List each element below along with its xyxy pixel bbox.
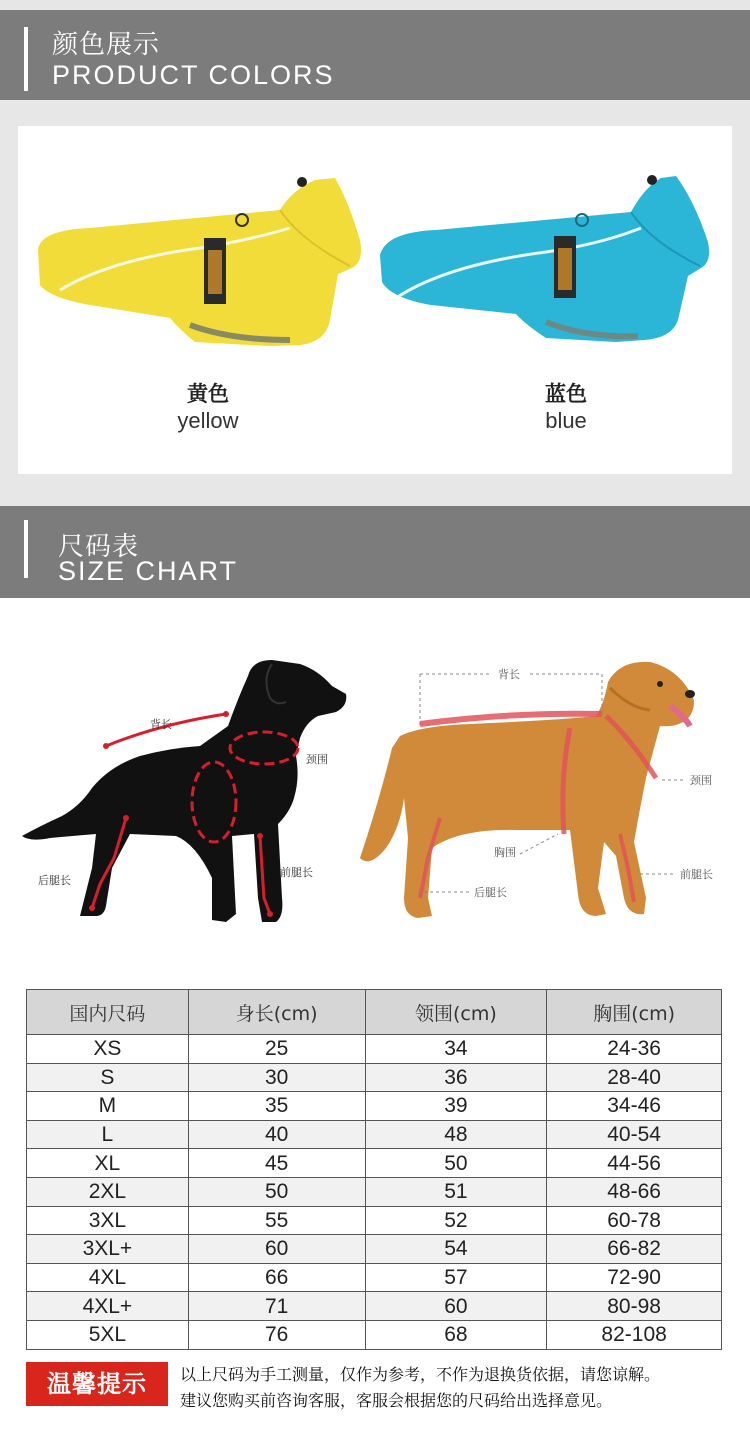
header-accent-bar [24, 520, 28, 578]
cell-body-length: 40 [188, 1120, 365, 1149]
cell-chest: 44-56 [547, 1149, 722, 1178]
yellow-coat-body [38, 178, 361, 346]
header-neck: 领围(cm) [365, 990, 547, 1035]
photo-label-hind-leg: 后腿长 [474, 886, 507, 899]
photo-label-back: 背长 [498, 668, 520, 681]
cell-chest: 80-98 [547, 1292, 722, 1321]
header-accent-bar [24, 27, 28, 91]
blue-label-cn: 蓝色 [545, 382, 587, 406]
header-body-length: 身长(cm) [188, 990, 365, 1035]
table-row [27, 1292, 722, 1321]
cell-chest: 40-54 [547, 1120, 722, 1149]
cell-body-length: 50 [188, 1177, 365, 1206]
notice-line-1: 以上尺码为手工测量，仅作为参考，不作为退换货依据，请您谅解。 [180, 1365, 661, 1384]
cell-body-length: 76 [188, 1320, 365, 1349]
cell-neck: 68 [365, 1320, 547, 1349]
size-table [26, 989, 722, 1350]
blue-coat-body [380, 176, 709, 342]
yellow-label-en: yellow [177, 408, 239, 433]
cell-chest: 66-82 [547, 1235, 722, 1264]
cell-size: 5XL [27, 1320, 189, 1349]
cell-body-length: 45 [188, 1149, 365, 1178]
table-row [27, 1120, 722, 1149]
silhouette-label-neck: 颈围 [306, 753, 328, 766]
photo-label-chest: 胸围 [494, 846, 516, 859]
measurement-diagrams [0, 598, 750, 978]
cell-size: 4XL+ [27, 1292, 189, 1321]
header-chest: 胸围(cm) [547, 990, 722, 1035]
cell-neck: 34 [365, 1035, 547, 1064]
product-colors-title-en: PRODUCT COLORS [52, 60, 335, 90]
cell-body-length: 30 [188, 1063, 365, 1092]
cell-neck: 39 [365, 1092, 547, 1121]
yellow-label-cn: 黄色 [187, 382, 229, 406]
table-row [27, 1206, 722, 1235]
cell-chest: 24-36 [547, 1035, 722, 1064]
silhouette-label-back: 背长 [150, 718, 172, 731]
cell-size: S [27, 1063, 189, 1092]
size-chart-title-en: SIZE CHART [58, 556, 239, 586]
silhouette-label-front-leg: 前腿长 [280, 866, 313, 879]
cell-size: L [27, 1120, 189, 1149]
table-row [27, 1235, 722, 1264]
table-row [27, 1177, 722, 1206]
silhouette-label-hind-leg: 后腿长 [38, 874, 71, 887]
cell-chest: 48-66 [547, 1177, 722, 1206]
cell-neck: 54 [365, 1235, 547, 1264]
cell-chest: 60-78 [547, 1206, 722, 1235]
blue-coat-strap-reflective [558, 248, 572, 290]
yellow-coat-strap-reflective [208, 250, 222, 294]
cell-neck: 48 [365, 1120, 547, 1149]
cell-size: XS [27, 1035, 189, 1064]
size-table-header-row [27, 990, 722, 1035]
cell-neck: 60 [365, 1292, 547, 1321]
table-row [27, 1063, 722, 1092]
top-strip [0, 0, 750, 10]
blue-raincoat-image[interactable] [376, 170, 716, 355]
table-row [27, 1149, 722, 1178]
cell-neck: 57 [365, 1263, 547, 1292]
cell-body-length: 60 [188, 1235, 365, 1264]
cell-neck: 51 [365, 1177, 547, 1206]
yellow-coat-toggle [297, 177, 307, 187]
blue-coat-toggle [647, 175, 657, 185]
product-colors-title-cn: 颜色展示 [52, 30, 161, 60]
cell-size: M [27, 1092, 189, 1121]
cell-size: 3XL [27, 1206, 189, 1235]
cell-neck: 50 [365, 1149, 547, 1178]
table-row [27, 1263, 722, 1292]
cell-body-length: 25 [188, 1035, 365, 1064]
yellow-raincoat-image[interactable] [30, 170, 370, 355]
product-colors-header [0, 10, 750, 100]
blue-label-en: blue [545, 408, 587, 433]
cell-size: XL [27, 1149, 189, 1178]
notice-line-2: 建议您购买前咨询客服，客服会根据您的尺码给出选择意见。 [180, 1391, 613, 1410]
dog-photo [360, 662, 695, 918]
cell-body-length: 55 [188, 1206, 365, 1235]
size-chart-header [0, 506, 750, 598]
cell-chest: 82-108 [547, 1320, 722, 1349]
header-size: 国内尺码 [27, 990, 189, 1035]
cell-body-length: 71 [188, 1292, 365, 1321]
table-row [27, 1320, 722, 1349]
cell-chest: 34-46 [547, 1092, 722, 1121]
cell-size: 4XL [27, 1263, 189, 1292]
cell-size: 2XL [27, 1177, 189, 1206]
table-row [27, 1035, 722, 1064]
cell-chest: 28-40 [547, 1063, 722, 1092]
table-row [27, 1092, 722, 1121]
cell-neck: 52 [365, 1206, 547, 1235]
notice-badge: 温馨提示 [26, 1362, 168, 1406]
photo-label-neck: 颈围 [690, 774, 712, 787]
cell-neck: 36 [365, 1063, 547, 1092]
size-chart-title-cn: 尺码表 [58, 532, 140, 562]
cell-body-length: 66 [188, 1263, 365, 1292]
cell-size: 3XL+ [27, 1235, 189, 1264]
cell-body-length: 35 [188, 1092, 365, 1121]
cell-chest: 72-90 [547, 1263, 722, 1292]
photo-label-front-leg: 前腿长 [680, 868, 713, 881]
